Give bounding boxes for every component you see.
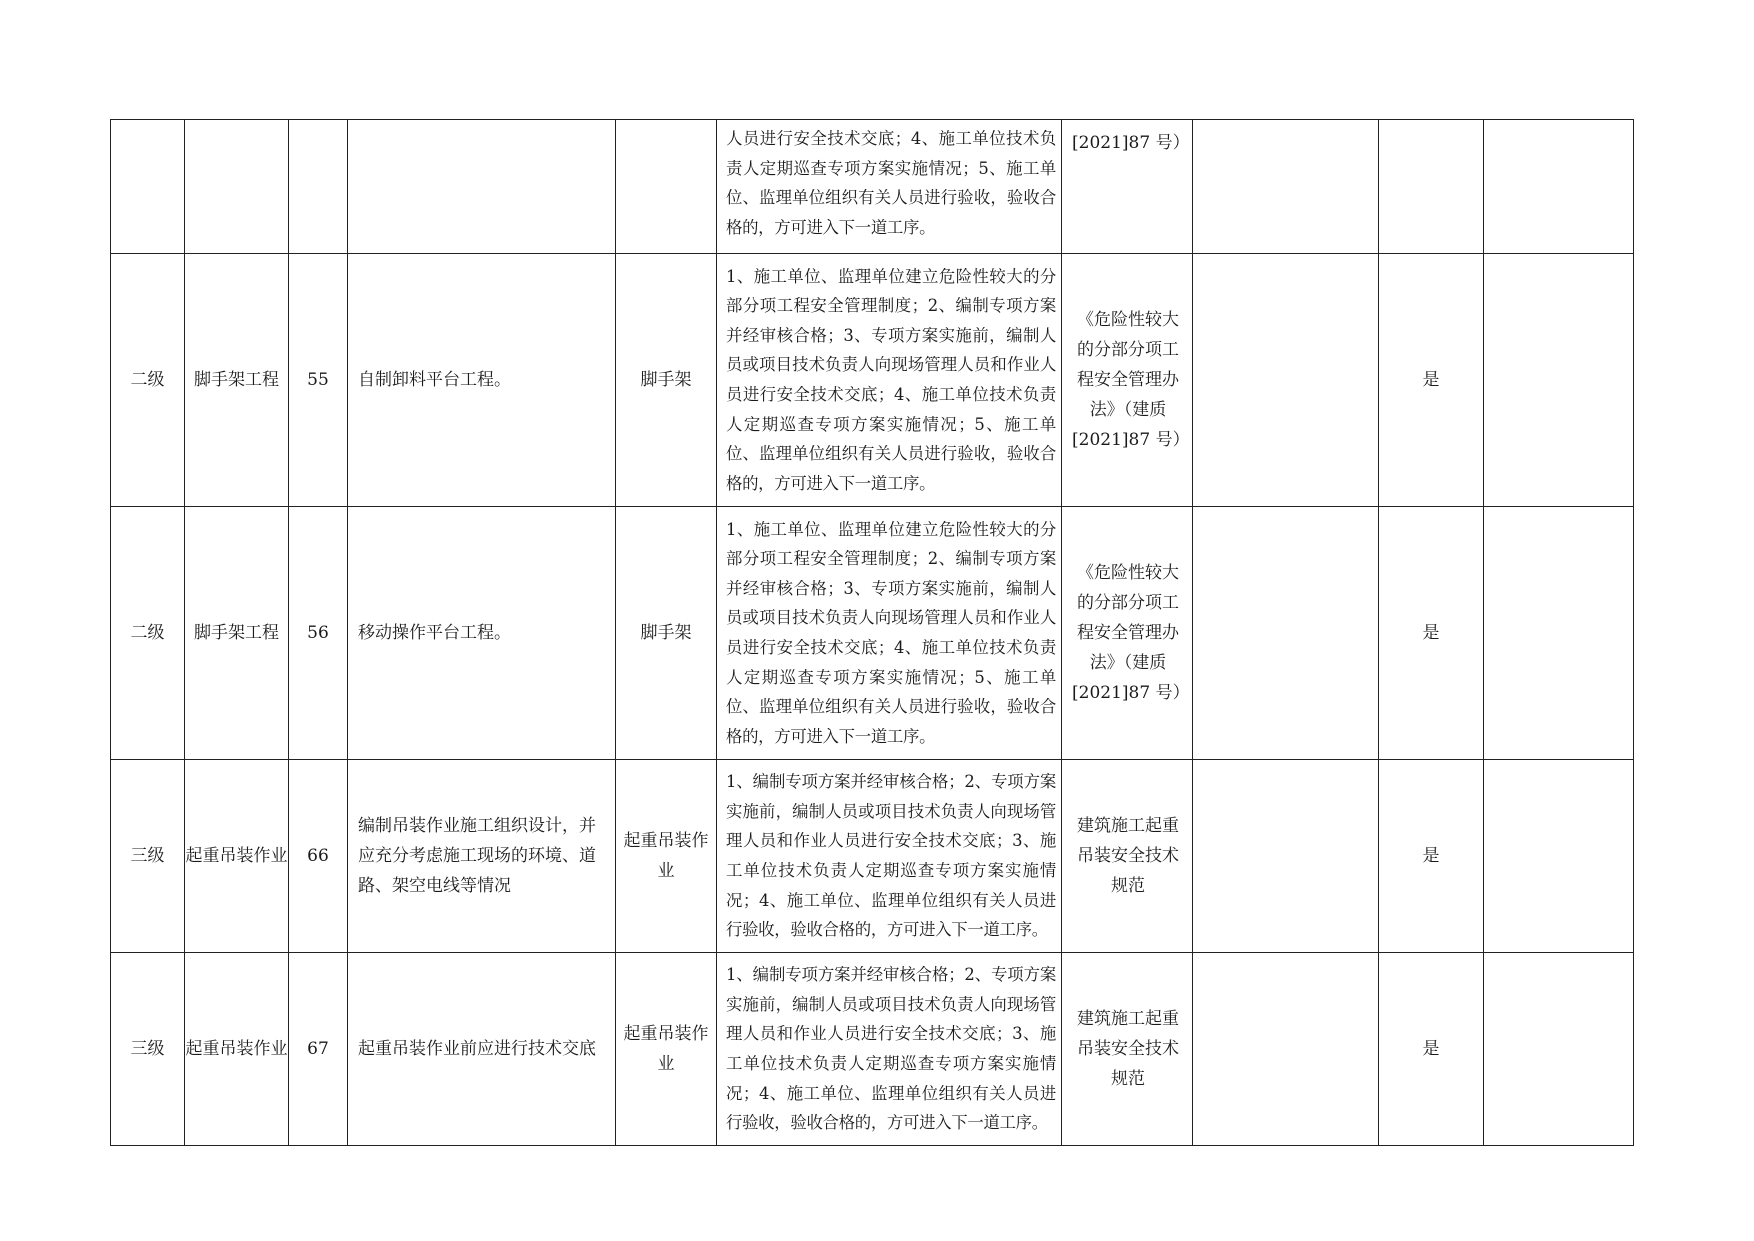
type-cell: 起重吊装作业 bbox=[616, 953, 717, 1146]
column-8-cell bbox=[1193, 254, 1379, 507]
column-10-cell bbox=[1484, 507, 1634, 760]
measures-cell: 1、编制专项方案并经审核合格；2、专项方案实施前，编制人员或项目技术负责人向现场管理人员和作业人员进行安全技术交底；3、施工单位技术负责人定期巡查专项方案实施情况；4、施工单位、监理单位组织有关人员进行验收，验收合格的，方可进入下一道工序。 bbox=[717, 953, 1062, 1146]
category-cell: 脚手架工程 bbox=[185, 507, 289, 760]
number-cell bbox=[289, 120, 348, 254]
number-cell: 56 bbox=[289, 507, 348, 760]
item-cell: 编制吊装作业施工组织设计，并应充分考虑施工现场的环境、道路、架空电线等情况 bbox=[348, 760, 616, 953]
table-row bbox=[111, 953, 1634, 1146]
type-cell bbox=[616, 120, 717, 254]
level-cell: 三级 bbox=[111, 953, 185, 1146]
type-cell: 脚手架 bbox=[616, 507, 717, 760]
column-10-cell bbox=[1484, 120, 1634, 254]
column-8-cell bbox=[1193, 507, 1379, 760]
number-cell: 55 bbox=[289, 254, 348, 507]
item-cell: 自制卸料平台工程。 bbox=[348, 254, 616, 507]
column-9-cell: 是 bbox=[1379, 760, 1484, 953]
measures-cell: 人员进行安全技术交底；4、施工单位技术负责人定期巡查专项方案实施情况；5、施工单位、监理单位组织有关人员进行验收，验收合格的，方可进入下一道工序。 bbox=[717, 120, 1062, 254]
table-row bbox=[111, 760, 1634, 953]
column-10-cell bbox=[1484, 254, 1634, 507]
level-cell: 二级 bbox=[111, 507, 185, 760]
item-cell bbox=[348, 120, 616, 254]
measures-cell: 1、编制专项方案并经审核合格；2、专项方案实施前，编制人员或项目技术负责人向现场管理人员和作业人员进行安全技术交底；3、施工单位技术负责人定期巡查专项方案实施情况；4、施工单位、监理单位组织有关人员进行验收，验收合格的，方可进入下一道工序。 bbox=[717, 760, 1062, 953]
column-9-cell: 是 bbox=[1379, 507, 1484, 760]
basis-cell: 《危险性较大的分部分项工程安全管理办法》（建质[2021]87 号） bbox=[1062, 507, 1193, 760]
level-cell bbox=[111, 120, 185, 254]
category-cell: 脚手架工程 bbox=[185, 254, 289, 507]
type-cell: 脚手架 bbox=[616, 254, 717, 507]
table-row bbox=[111, 120, 1634, 254]
column-9-cell bbox=[1379, 120, 1484, 254]
measures-cell: 1、施工单位、监理单位建立危险性较大的分部分项工程安全管理制度；2、编制专项方案并经审核合格；3、专项方案实施前，编制人员或项目技术负责人向现场管理人员和作业人员进行安全技术交底；4、施工单位技术负责人定期巡查专项方案实施情况；5、施工单位、监理单位组织有关人员进行验收，验收合格的，方可进入下一道工序。 bbox=[717, 507, 1062, 760]
table-row bbox=[111, 254, 1634, 507]
column-8-cell bbox=[1193, 953, 1379, 1146]
column-9-cell: 是 bbox=[1379, 254, 1484, 507]
category-cell bbox=[185, 120, 289, 254]
category-cell: 起重吊装作业 bbox=[185, 760, 289, 953]
number-cell: 67 bbox=[289, 953, 348, 1146]
column-8-cell bbox=[1193, 120, 1379, 254]
item-cell: 起重吊装作业前应进行技术交底 bbox=[348, 953, 616, 1146]
category-cell: 起重吊装作业 bbox=[185, 953, 289, 1146]
hazard-table bbox=[110, 119, 1634, 1146]
column-9-cell: 是 bbox=[1379, 953, 1484, 1146]
item-cell: 移动操作平台工程。 bbox=[348, 507, 616, 760]
basis-cell: 建筑施工起重吊装安全技术规范 bbox=[1062, 760, 1193, 953]
column-10-cell bbox=[1484, 953, 1634, 1146]
column-10-cell bbox=[1484, 760, 1634, 953]
basis-cell: 建筑施工起重吊装安全技术规范 bbox=[1062, 953, 1193, 1146]
level-cell: 二级 bbox=[111, 254, 185, 507]
type-cell: 起重吊装作业 bbox=[616, 760, 717, 953]
table-row bbox=[111, 507, 1634, 760]
column-8-cell bbox=[1193, 760, 1379, 953]
basis-cell: 《危险性较大的分部分项工程安全管理办法》（建质[2021]87 号） bbox=[1062, 254, 1193, 507]
measures-cell: 1、施工单位、监理单位建立危险性较大的分部分项工程安全管理制度；2、编制专项方案并经审核合格；3、专项方案实施前，编制人员或项目技术负责人向现场管理人员和作业人员进行安全技术交底；4、施工单位技术负责人定期巡查专项方案实施情况；5、施工单位、监理单位组织有关人员进行验收，验收合格的，方可进入下一道工序。 bbox=[717, 254, 1062, 507]
basis-cell: [2021]87 号） bbox=[1062, 120, 1193, 254]
number-cell: 66 bbox=[289, 760, 348, 953]
level-cell: 三级 bbox=[111, 760, 185, 953]
